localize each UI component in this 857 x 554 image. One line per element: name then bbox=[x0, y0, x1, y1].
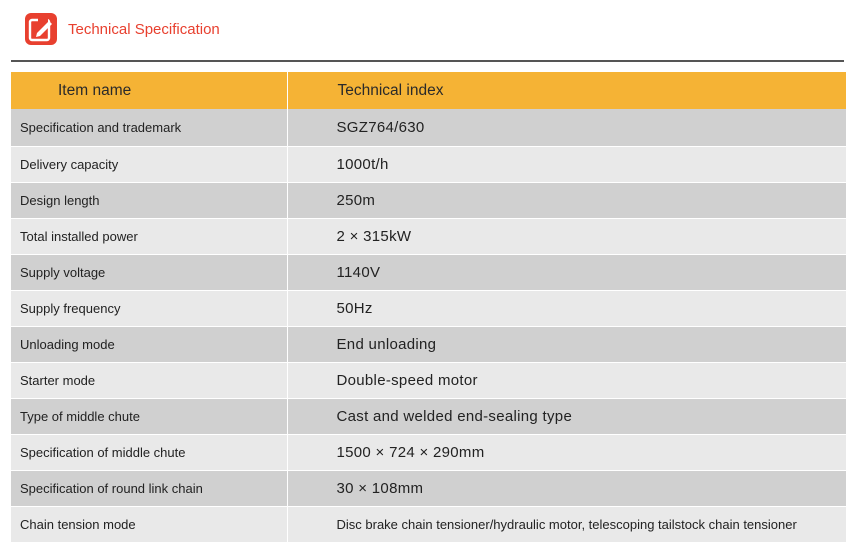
table-row bbox=[11, 146, 846, 182]
page-title: Technical Specification bbox=[68, 20, 220, 38]
row-item-name: Total installed power bbox=[11, 218, 287, 254]
column-header-item-name: Item name bbox=[11, 72, 287, 109]
row-technical-index: 1500 × 724 × 290mm bbox=[287, 434, 846, 470]
table-header-row bbox=[11, 72, 846, 109]
table-row bbox=[11, 470, 846, 506]
table-row bbox=[11, 109, 846, 146]
section-header bbox=[24, 10, 220, 48]
table-row bbox=[11, 326, 846, 362]
table-row bbox=[11, 362, 846, 398]
table-row bbox=[11, 398, 846, 434]
row-technical-index: Double-speed motor bbox=[287, 362, 846, 398]
row-technical-index: 2 × 315kW bbox=[287, 218, 846, 254]
row-item-name: Delivery capacity bbox=[11, 146, 287, 182]
spec-table bbox=[11, 72, 846, 543]
row-technical-index: 1140V bbox=[287, 254, 846, 290]
table-row bbox=[11, 434, 846, 470]
column-header-technical-index: Technical index bbox=[287, 72, 846, 109]
header-divider bbox=[11, 60, 844, 62]
row-item-name: Unloading mode bbox=[11, 326, 287, 362]
row-technical-index: 30 × 108mm bbox=[287, 470, 846, 506]
row-technical-index: End unloading bbox=[287, 326, 846, 362]
row-item-name: Specification of round link chain bbox=[11, 470, 287, 506]
row-technical-index: 250m bbox=[287, 182, 846, 218]
edit-icon bbox=[24, 12, 58, 46]
row-item-name: Specification and trademark bbox=[11, 109, 287, 146]
table-row bbox=[11, 506, 846, 542]
row-item-name: Design length bbox=[11, 182, 287, 218]
row-item-name: Specification of middle chute bbox=[11, 434, 287, 470]
table-row bbox=[11, 254, 846, 290]
row-technical-index: 1000t/h bbox=[287, 146, 846, 182]
row-item-name: Supply frequency bbox=[11, 290, 287, 326]
row-item-name: Starter mode bbox=[11, 362, 287, 398]
table-row bbox=[11, 290, 846, 326]
row-item-name: Type of middle chute bbox=[11, 398, 287, 434]
row-item-name: Chain tension mode bbox=[11, 506, 287, 542]
row-technical-index: Disc brake chain tensioner/hydraulic motor, telescoping tailstock chain tensioner bbox=[287, 506, 846, 542]
row-technical-index: 50Hz bbox=[287, 290, 846, 326]
row-item-name: Supply voltage bbox=[11, 254, 287, 290]
table-row bbox=[11, 218, 846, 254]
row-technical-index: Cast and welded end-sealing type bbox=[287, 398, 846, 434]
row-technical-index: SGZ764/630 bbox=[287, 109, 846, 146]
table-row bbox=[11, 182, 846, 218]
